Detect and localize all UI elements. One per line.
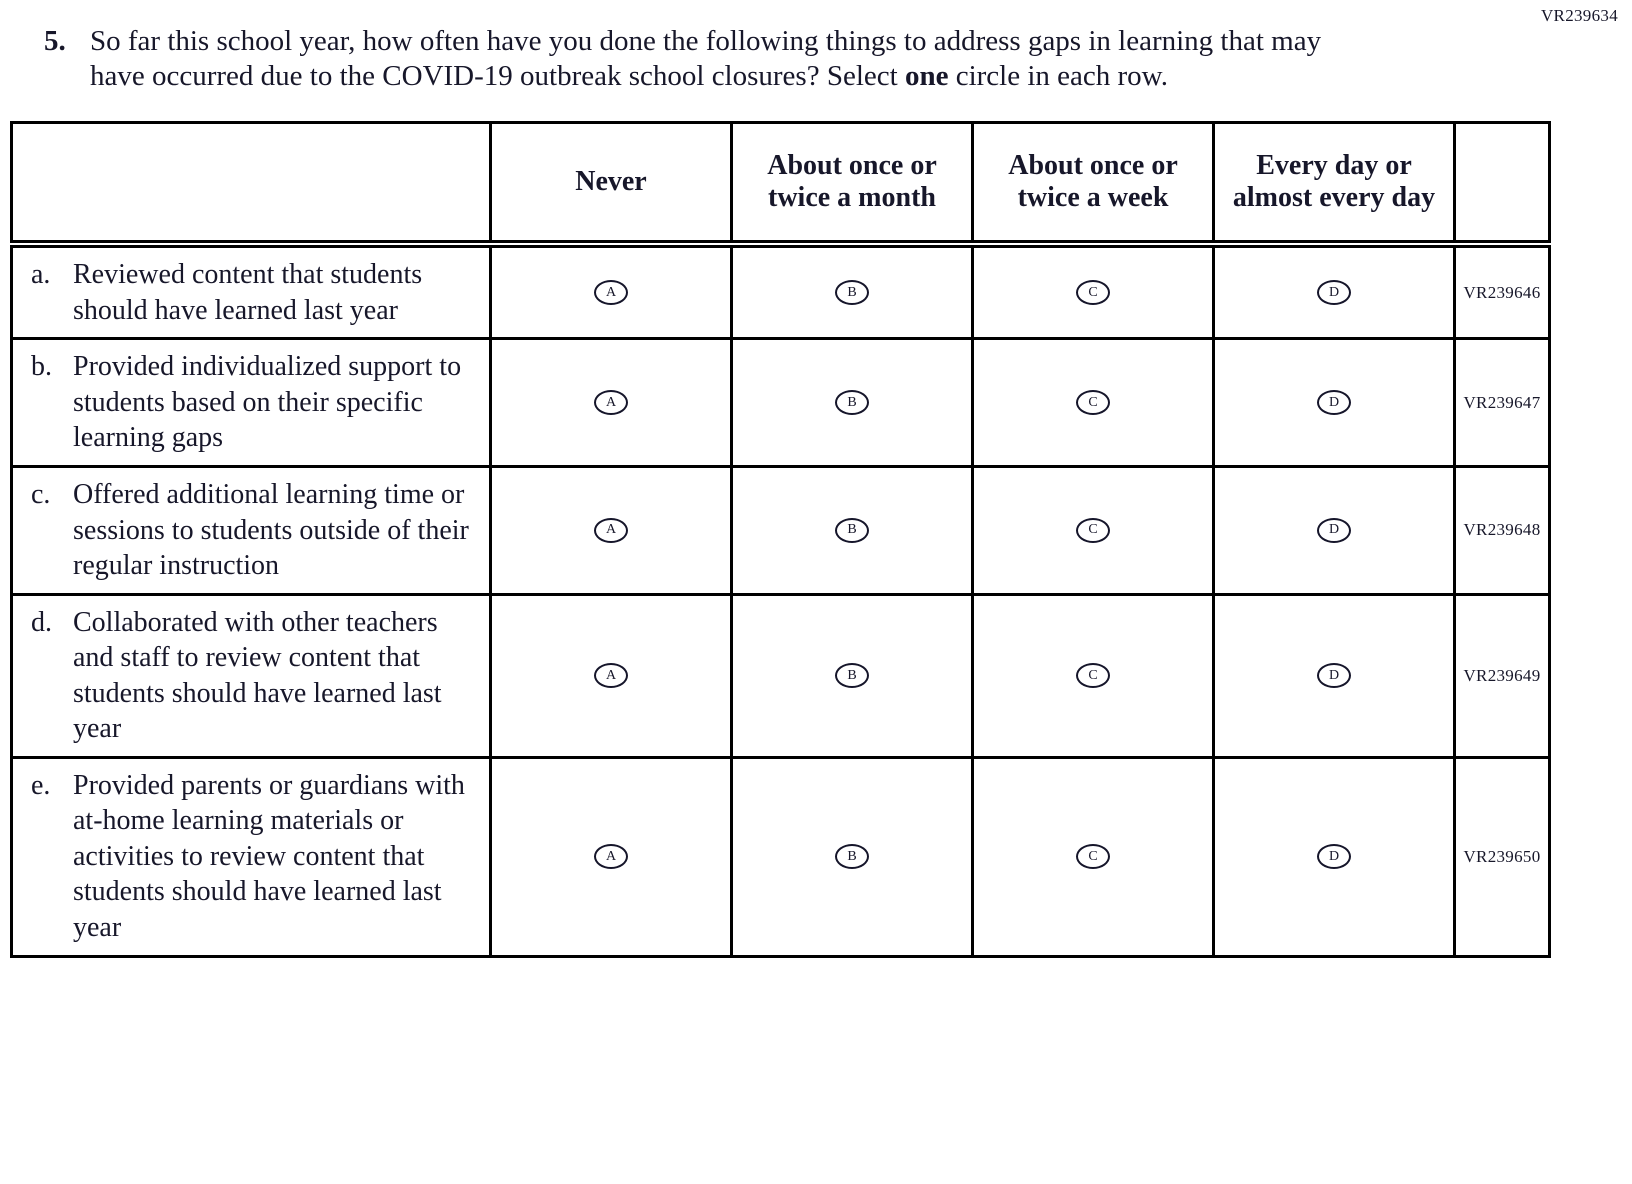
option-circle-d[interactable]: D (1317, 390, 1351, 415)
row-code: VR239647 (1455, 339, 1550, 467)
option-circle-c[interactable]: C (1076, 663, 1110, 688)
option-cell-week (973, 757, 1214, 956)
row-letter: d. (31, 606, 52, 638)
option-cell-everyday (1214, 466, 1455, 594)
option-circle-d[interactable]: D (1317, 844, 1351, 869)
option-cell-month (732, 757, 973, 956)
row-text: Offered additional learning time or sessions to students outside of their regular instruction (73, 478, 469, 582)
option-circle-c[interactable]: C (1076, 280, 1110, 305)
option-circle-b[interactable]: B (835, 663, 869, 688)
option-circle-a[interactable]: A (594, 518, 628, 543)
option-cell-month (732, 594, 973, 757)
page-code: VR239634 (1540, 6, 1618, 25)
header-row (12, 122, 1550, 244)
option-cell-week (973, 594, 1214, 757)
option-circle-c[interactable]: C (1076, 390, 1110, 415)
option-circle-a[interactable]: A (594, 280, 628, 305)
option-circle-b[interactable]: B (835, 518, 869, 543)
table-row-a (12, 244, 1550, 339)
row-code: VR239646 (1455, 244, 1550, 339)
row-label-cell (12, 757, 491, 956)
row-text: Provided parents or guardians with at-home learning materials or activities to review content that students should have learned last year (73, 769, 465, 943)
table-row-d (12, 594, 1550, 757)
option-cell-never (491, 339, 732, 467)
option-circle-c[interactable]: C (1076, 518, 1110, 543)
row-letter: e. (31, 769, 51, 801)
option-cell-everyday (1214, 244, 1455, 339)
table-row-b (12, 339, 1550, 467)
row-text: Reviewed content that students should have learned last year (73, 259, 423, 326)
row-letter: a. (31, 259, 51, 291)
option-cell-week (973, 244, 1214, 339)
option-circle-b[interactable]: B (835, 280, 869, 305)
question-text-bold: one (904, 60, 949, 93)
option-cell-never (491, 757, 732, 956)
option-cell-month (732, 466, 973, 594)
row-text: Collaborated with other teachers and staff to review content that students should have learned last year (73, 606, 442, 745)
header-empty-cell (12, 122, 491, 244)
option-circle-d[interactable]: D (1317, 280, 1351, 305)
row-label-cell (12, 466, 491, 594)
option-circle-d[interactable]: D (1317, 663, 1351, 688)
response-grid (10, 121, 1551, 958)
column-header-everyday: Every day or almost every day (1214, 122, 1455, 244)
option-circle-a[interactable]: A (594, 663, 628, 688)
row-code: VR239649 (1455, 594, 1550, 757)
option-cell-everyday (1214, 594, 1455, 757)
row-text: Provided individualized support to students based on their specific learning gaps (73, 351, 462, 454)
option-cell-week (973, 466, 1214, 594)
option-circle-a[interactable]: A (594, 844, 628, 869)
option-cell-never (491, 466, 732, 594)
column-header-month: About once or twice a month (732, 122, 973, 244)
option-cell-never (491, 244, 732, 339)
row-letter: c. (31, 478, 51, 510)
option-circle-b[interactable]: B (835, 844, 869, 869)
table-row-c (12, 466, 1550, 594)
option-cell-month (732, 244, 973, 339)
question-text-part2: circle in each row. (948, 60, 1168, 93)
question-block (44, 24, 1384, 95)
option-circle-c[interactable]: C (1076, 844, 1110, 869)
question-text (90, 24, 1370, 95)
option-circle-d[interactable]: D (1317, 518, 1351, 543)
row-label-cell (12, 594, 491, 757)
question-number: 5. (44, 25, 66, 57)
table-row-e (12, 757, 1550, 956)
option-cell-never (491, 594, 732, 757)
row-label-cell (12, 339, 491, 467)
option-cell-everyday (1214, 757, 1455, 956)
option-cell-everyday (1214, 339, 1455, 467)
option-circle-b[interactable]: B (835, 390, 869, 415)
header-code-cell (1455, 122, 1550, 244)
question-text-part1: So far this school year, how often have you done the following things to address gaps in learning that may have occurred due to the COVID-19 outbreak school closures? Select (90, 25, 1322, 93)
row-letter: b. (31, 351, 52, 383)
option-cell-week (973, 339, 1214, 467)
column-header-never: Never (491, 122, 732, 244)
row-code: VR239648 (1455, 466, 1550, 594)
row-code: VR239650 (1455, 757, 1550, 956)
option-cell-month (732, 339, 973, 467)
row-label-cell (12, 244, 491, 339)
column-header-week: About once or twice a week (973, 122, 1214, 244)
option-circle-a[interactable]: A (594, 390, 628, 415)
